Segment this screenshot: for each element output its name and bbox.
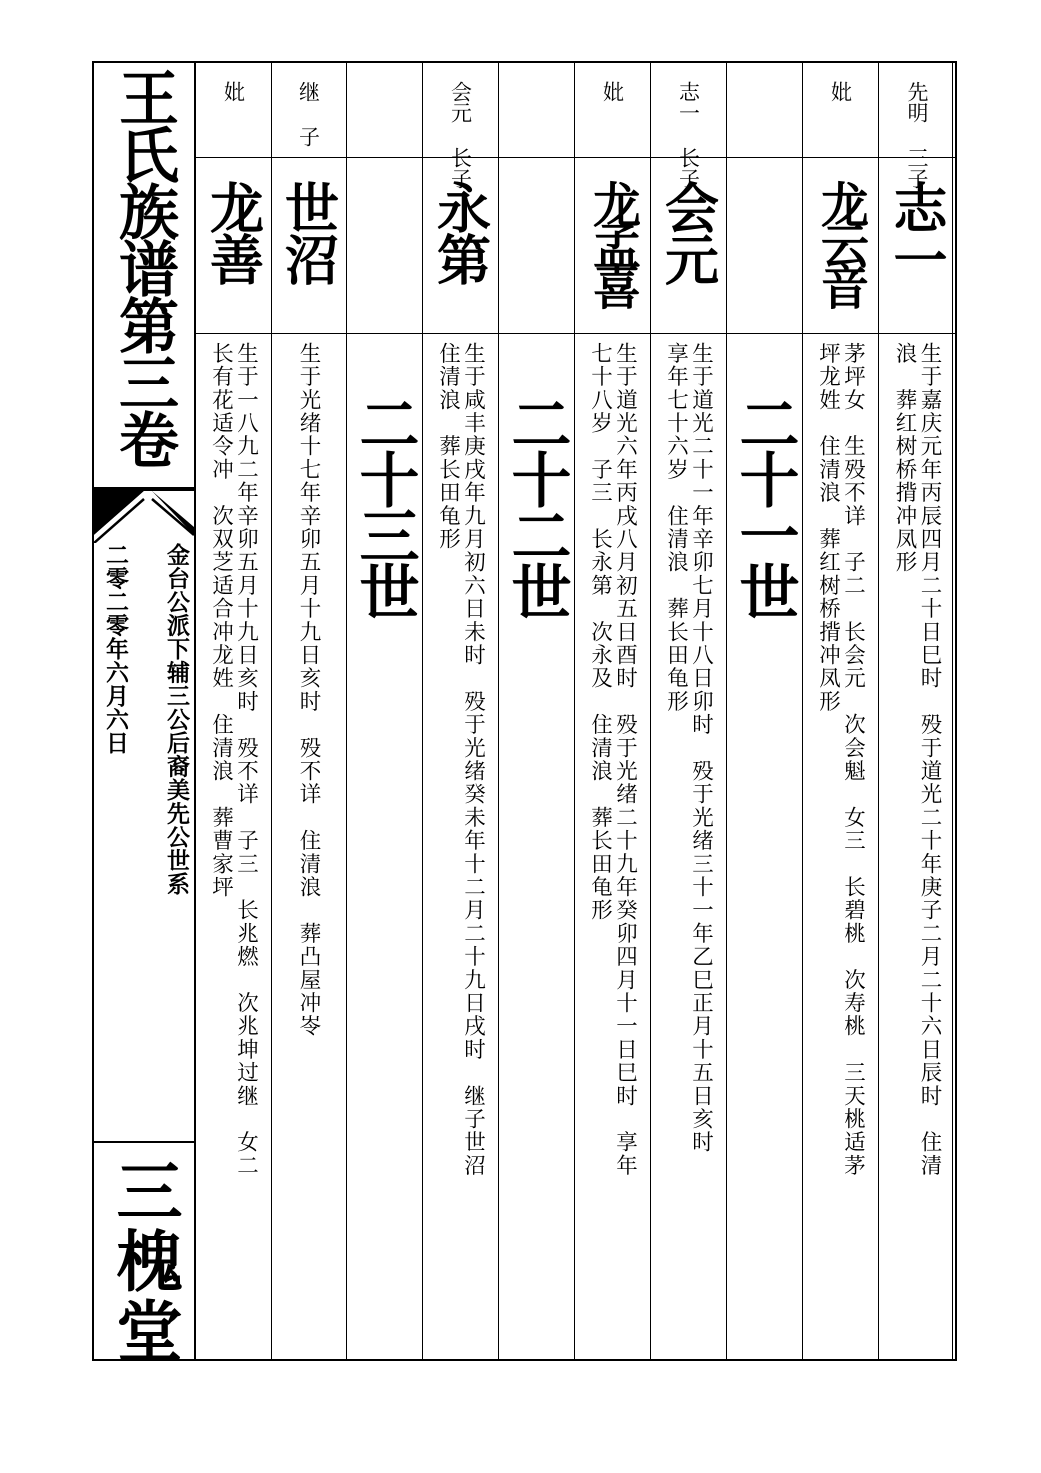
name-cell xyxy=(651,158,726,334)
person-name: 龙云音 xyxy=(812,180,869,303)
person-column-huiyuan xyxy=(651,63,727,1359)
relation-label: 妣 xyxy=(600,81,625,102)
name-cell xyxy=(879,158,955,334)
relation-label: 继 子 xyxy=(296,81,321,147)
generation-label-area xyxy=(347,63,422,1359)
relation-cell xyxy=(879,63,955,189)
person-column-shizhao xyxy=(271,63,347,1359)
book-spine xyxy=(94,63,196,1367)
bio-cell xyxy=(651,334,726,1359)
relation-label: 先明 三子 xyxy=(905,81,930,189)
relation-label: 妣 xyxy=(221,81,246,102)
relation-cell xyxy=(803,63,878,158)
generation-divider-21 xyxy=(727,63,803,1359)
name-cell xyxy=(803,158,878,334)
person-column-longshan xyxy=(196,63,272,1359)
name-cell xyxy=(575,158,650,334)
person-name: 龙善 xyxy=(201,180,266,284)
branch-lineage: 金台公派下辅三公后裔美先公世系 xyxy=(163,543,190,896)
name-cell xyxy=(423,158,498,334)
person-biography: 生于道光二十一年辛卯七月十八日卯时 殁于光绪三十一年乙巳正月十五日亥时 享年七十六岁 住清浪 葬长田龟形 xyxy=(663,342,714,1154)
bio-cell xyxy=(575,334,650,1359)
person-name: 永第 xyxy=(428,180,493,284)
bio-cell xyxy=(271,334,346,1359)
relation-cell xyxy=(423,63,498,189)
name-cell xyxy=(271,158,346,334)
genealogy-page xyxy=(92,61,957,1367)
person-biography: 生于一八九二年辛卯五月十九日亥时 殁不详 子三 长兆燃 次兆坤过继 女二 长有花适令冲 次双芝适合冲龙姓 住清浪 葬曹家坪 xyxy=(208,342,259,1178)
generation-label: 二十二世 xyxy=(501,393,572,617)
bio-cell xyxy=(423,334,498,1359)
person-biography: 生于道光六年丙戌八月初五日酉时 殁于光绪二十九年癸卯四月十一日巳时 享年 七十八岁 子三 长永第 次永及 住清浪 葬长田龟形 xyxy=(587,342,638,1178)
person-name: 志一 xyxy=(885,180,949,284)
person-name: 会元 xyxy=(656,180,721,284)
person-column-longmengxi xyxy=(575,63,651,1359)
relation-cell xyxy=(196,63,271,158)
person-name: 龙孟喜 xyxy=(584,180,641,303)
relation-label: 志一 长子 xyxy=(676,81,701,189)
generation-columns xyxy=(196,63,955,1359)
relation-cell xyxy=(575,63,650,158)
bio-cell xyxy=(879,334,955,1359)
person-biography: 生于嘉庆元年丙辰四月二十日巳时 殁于道光二十年庚子二月二十六日辰时 住清 浪 葬红树桥揹冲凤形 xyxy=(892,342,942,1178)
generation-label-area xyxy=(727,63,802,1359)
person-biography: 生于咸丰庚戌年九月初六日未时 殁于光绪癸未年十二月二十九日戌时 继子世沼 住清浪 葬长田龟形 xyxy=(435,342,486,1178)
person-biography: 生于光绪十七年辛卯五月十九日亥时 殁不详 住清浪 葬凸屋冲岺 xyxy=(296,342,321,1038)
volume-title-area xyxy=(94,63,194,487)
relation-cell xyxy=(271,63,346,158)
person-column-zhiyi xyxy=(879,63,955,1359)
person-column-yongdi xyxy=(423,63,499,1359)
generation-divider-23 xyxy=(347,63,423,1359)
hall-name: 三槐堂 xyxy=(105,1157,183,1367)
volume-title: 王氏族谱第三卷 xyxy=(109,67,179,466)
generation-divider-22 xyxy=(499,63,575,1359)
person-name: 世沼 xyxy=(276,180,341,284)
relation-cell xyxy=(651,63,726,189)
fishtail-mark-icon xyxy=(94,487,194,543)
person-column-longyunyin xyxy=(803,63,879,1359)
name-cell xyxy=(196,158,271,334)
relation-label: 会元 长子 xyxy=(448,81,473,189)
relation-label: 妣 xyxy=(828,81,853,102)
compile-date: 二零二零年六月六日 xyxy=(102,543,129,755)
generation-label-area xyxy=(499,63,574,1359)
hall-name-area xyxy=(94,1141,194,1367)
bio-cell xyxy=(803,334,878,1359)
person-biography: 茅坪女 生殁不详 子二 长会元 次会魁 女三 长碧桃 次寿桃 三天桃适茅 坪龙姓 住清浪 葬红树桥揹冲凤形 xyxy=(815,342,866,1178)
generation-label: 二十三世 xyxy=(349,393,420,617)
bio-cell xyxy=(196,334,271,1359)
spine-middle xyxy=(94,543,194,1141)
generation-label: 二十一世 xyxy=(729,393,800,617)
